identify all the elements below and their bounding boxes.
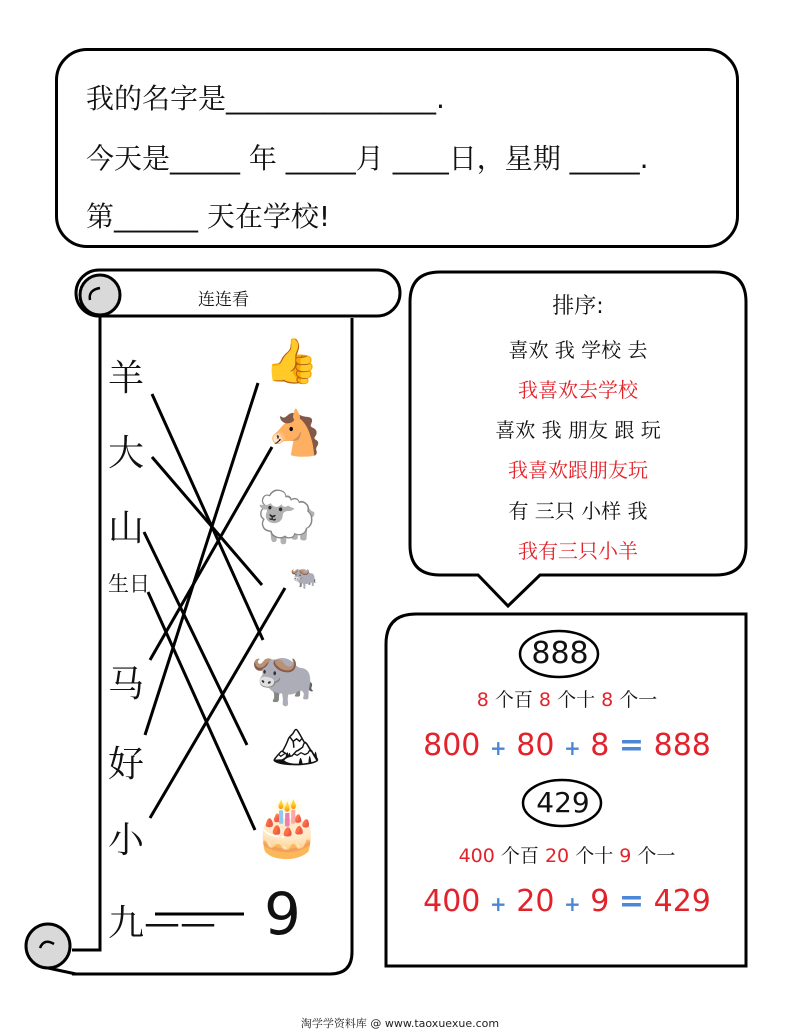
addend-b: 80 (516, 728, 555, 763)
sort-prompt-1: 喜欢 我 学校 去 (508, 338, 648, 362)
school-day-line: 第______ 天在学校! (86, 200, 331, 233)
char-birthday: 生日 (108, 572, 150, 596)
tens-count: 8 (538, 689, 552, 711)
plus-sign: + (563, 736, 581, 760)
sorting-section (410, 0, 746, 600)
sort-answer-1: 我喜欢去学校 (518, 378, 638, 402)
equation-888 (388, 728, 746, 763)
plus-sign: + (489, 736, 507, 760)
hundreds-count: 400 (458, 845, 495, 867)
number-429: 429 (536, 786, 590, 819)
hundreds-unit: 个百 (494, 689, 533, 711)
equals-sign: = (618, 728, 645, 763)
addend-b: 20 (516, 884, 555, 919)
sort-answer-3: 我有三只小羊 (518, 539, 638, 563)
mountain-icon: 🏔 (272, 725, 321, 769)
tens-unit: 个十 (557, 689, 596, 711)
birthday-cake-icon: 🎂 (252, 795, 322, 860)
sum: 429 (653, 884, 711, 919)
char-good: 好 (108, 744, 145, 785)
addend-a: 800 (423, 728, 481, 763)
sort-answer-2: 我喜欢跟朋友玩 (508, 458, 648, 482)
ones-unit: 个一 (619, 689, 658, 711)
equals-sign: = (618, 884, 645, 919)
place-value-888 (388, 685, 746, 712)
char-big: 大 (108, 433, 145, 474)
char-horse: 马 (108, 664, 145, 705)
char-nine: 九—— (108, 903, 217, 944)
addend-c: 9 (590, 884, 610, 919)
equation-429 (388, 884, 746, 919)
match-title: 连连看 (198, 290, 249, 310)
char-mountain: 山 (108, 508, 145, 549)
number-888: 888 (531, 636, 589, 671)
tens-unit: 个十 (575, 845, 614, 867)
sorting-title: 排序: (552, 294, 604, 319)
addend-a: 400 (423, 884, 481, 919)
name-line: 我的名字是_______________. (86, 82, 445, 115)
ones-count: 9 (619, 845, 632, 867)
thumbs-up-icon: 👍 (264, 336, 319, 387)
place-value-429 (388, 841, 746, 868)
digit-nine: 9 (264, 880, 301, 948)
footer-watermark: 淘学学资料库 @ www.taoxuexue.com (300, 1017, 500, 1030)
horse-icon: 🐴 (268, 408, 323, 459)
small-buffalo-icon: 🐃 (290, 566, 318, 591)
sum: 888 (653, 728, 711, 763)
plus-sign: + (563, 892, 581, 916)
water-buffalo-icon: 🐃 (250, 647, 318, 710)
date-line: 今天是_____ 年 _____月 ____日，星期 _____. (86, 142, 649, 175)
hundreds-unit: 个百 (500, 845, 539, 867)
char-sheep: 羊 (108, 358, 145, 399)
sort-prompt-2: 喜欢 我 朋友 跟 玩 (495, 418, 661, 442)
sort-prompt-3: 有 三只 小样 我 (508, 499, 648, 523)
ones-count: 8 (601, 689, 614, 711)
ones-unit: 个一 (637, 845, 676, 867)
tens-count: 20 (544, 845, 570, 867)
plus-sign: + (489, 892, 507, 916)
addend-c: 8 (590, 728, 610, 763)
sheep-icon: 🐑 (256, 488, 319, 546)
char-small: 小 (108, 820, 145, 861)
hundreds-count: 8 (476, 689, 489, 711)
